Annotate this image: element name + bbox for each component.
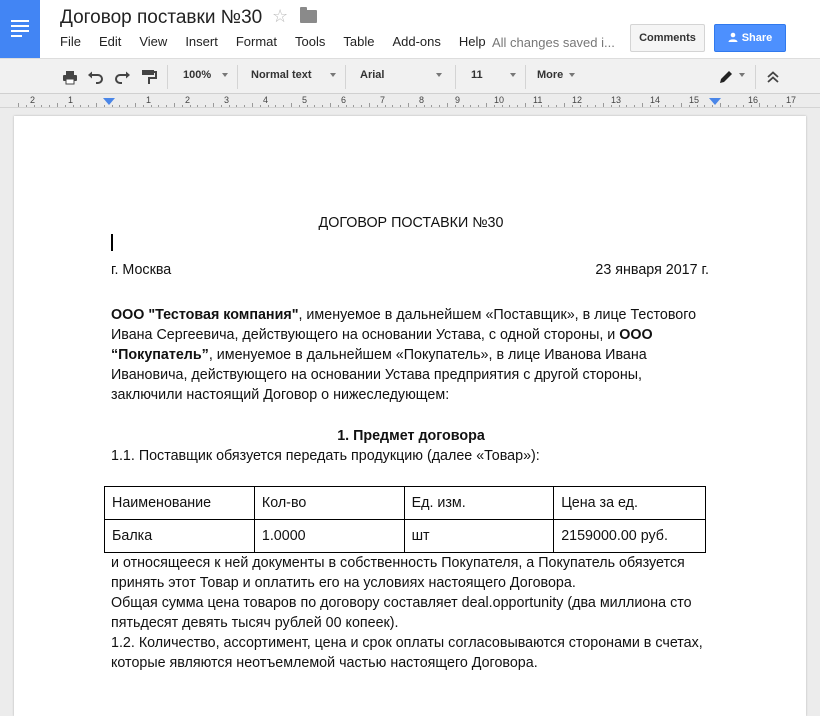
person-icon [728,32,738,42]
document-title[interactable]: Договор поставки №30 [60,7,263,28]
ruler-tick [314,105,315,107]
ruler-tick [369,103,370,107]
ruler-tick [80,105,81,107]
ruler-tick [57,103,58,107]
ruler-number: 5 [302,95,308,105]
table-header-row [105,487,706,520]
menu-tools[interactable]: Tools [295,34,326,49]
ruler-tick [158,105,159,107]
ruler-tick [307,105,308,107]
ruler-tick [127,105,128,107]
ruler-tick [330,103,331,107]
ruler-tick [782,105,783,107]
ruler-tick [18,103,19,107]
ruler-tick [658,105,659,107]
ruler-tick [322,105,323,107]
ruler-tick [431,105,432,107]
supplier-name: ООО "Тестовая компания" [111,307,299,323]
table-cell: 2159000.00 руб. [554,520,706,553]
ruler-tick [634,105,635,107]
ruler-tick [704,105,705,107]
table-header-cell: Цена за ед. [554,487,706,520]
ruler-tick [205,105,206,107]
ruler-tick [338,105,339,107]
text-after-table [111,553,711,673]
ruler-tick [104,105,105,107]
ruler [0,94,820,108]
ruler-number: 12 [572,95,583,105]
ruler-tick [385,105,386,107]
ruler-tick [712,105,713,107]
pencil-icon[interactable] [717,68,735,86]
undo-icon[interactable] [87,68,105,86]
ruler-number: 10 [494,95,505,105]
ruler-tick [517,105,518,107]
more-dropdown-icon[interactable] [569,73,575,77]
ruler-tick [611,105,612,107]
ruler-tick [221,105,222,107]
ruler-tick [182,105,183,107]
menu-file[interactable]: File [60,34,81,49]
clause-1-2: 1.2. Количество, ассортимент, цена и срок оплаты согласовываются сторонами в счетах, которые являются неотъемлемой частью настоящего Договора. [111,635,703,671]
transfer-paragraph: и относящееся к ней документы в собственность Покупателя, а Покупатель обязуется принять этот Товар и оплатить его на условиях настоящего Договора. [111,555,685,591]
ruler-tick [400,105,401,107]
ruler-number: 1 [68,95,74,105]
ruler-number: 3 [224,95,230,105]
ruler-tick [346,105,347,107]
ruler-tick [135,103,136,107]
ruler-tick [260,105,261,107]
document-date: 23 января 2017 г. [595,262,709,278]
ruler-number: 6 [341,95,347,105]
ruler-tick [736,105,737,107]
ruler-tick [229,105,230,107]
section-heading: 1. Предмет договора [337,428,485,444]
share-label: Share [741,32,773,44]
ruler-tick [673,105,674,107]
ruler-tick [580,105,581,107]
ruler-tick [151,105,152,107]
ruler-tick [447,103,448,107]
ruler-tick [494,105,495,107]
ruler-tick [502,105,503,107]
ruler-tick [767,105,768,107]
ruler-tick [119,105,120,107]
ruler-tick [143,105,144,107]
menu-addons[interactable]: Add-ons [392,34,441,49]
ruler-tick [720,103,721,107]
table-header-cell: Наименование [105,487,255,520]
ruler-tick [455,105,456,107]
ruler-number: 11 [533,95,543,105]
ruler-tick [626,105,627,107]
font-size-dropdown-icon[interactable] [510,73,516,77]
ruler-number: 17 [786,95,797,105]
ruler-tick [283,105,284,107]
share-button[interactable] [714,24,786,52]
table-cell: Балка [105,520,255,553]
ruler-tick [509,105,510,107]
menu-bar [60,34,504,49]
menu-insert[interactable]: Insert [185,34,218,49]
editing-mode-dropdown-icon[interactable] [739,73,745,77]
ruler-tick [681,103,682,107]
ruler-tick [564,103,565,107]
ruler-number: 7 [380,95,386,105]
ruler-tick [595,105,596,107]
ruler-tick [34,105,35,107]
ruler-tick [190,105,191,107]
font-size-select[interactable]: 11 [471,69,483,81]
text-cursor [111,234,113,251]
ruler-tick [268,105,269,107]
ruler-tick [213,103,214,107]
ruler-tick [689,105,690,107]
toolbar-separator [345,65,346,89]
ruler-tick [252,103,253,107]
ruler-tick [291,103,292,107]
ruler-tick [424,105,425,107]
ruler-tick [26,105,27,107]
print-icon[interactable] [61,68,79,86]
font-dropdown-icon[interactable] [436,73,442,77]
ruler-tick [603,103,604,107]
toolbar-separator [237,65,238,89]
ruler-tick [790,105,791,107]
ruler-tick [166,105,167,107]
ruler-tick [174,103,175,107]
menu-format[interactable]: Format [235,34,277,49]
ruler-tick [244,105,245,107]
star-icon[interactable]: ☆ [272,6,289,26]
ruler-number: 1 [146,95,152,105]
buyer-name: ООО “Покупатель” [111,327,653,363]
table-cell: 1.0000 [254,520,404,553]
zoom-dropdown-icon[interactable] [222,73,228,77]
ruler-tick [743,105,744,107]
ruler-tick [751,105,752,107]
ruler-tick [361,105,362,107]
goods-table[interactable] [104,486,706,553]
ruler-number: 9 [455,95,461,105]
document-city: г. Москва [111,262,172,278]
ruler-tick [49,105,50,107]
ruler-tick [665,105,666,107]
font-select[interactable]: Arial [360,69,385,81]
ruler-number: 15 [689,95,700,105]
ruler-number: 2 [30,95,36,105]
menu-table[interactable]: Table [343,34,375,49]
ruler-tick [486,103,487,107]
ruler-number: 4 [263,95,269,105]
ruler-tick [728,105,729,107]
ruler-tick [439,105,440,107]
table-row [105,520,706,553]
preamble-text-2: , именуемое в дальнейшем «Покупатель», в лице Иванова Ивана Ивановича, действующего на основании Устава предприятия с другой стороны, заключили настоящий Договор о нижеследующем: [111,347,647,403]
ruler-number: 13 [611,95,622,105]
ruler-tick [65,105,66,107]
ruler-tick [697,105,698,107]
app-header [0,0,820,58]
table-header-cell: Кол-во [254,487,404,520]
table-cell: шт [404,520,554,553]
left-indent-marker-icon[interactable] [103,98,115,106]
ruler-tick [197,105,198,107]
menu-edit[interactable]: Edit [98,34,122,49]
table-header-cell: Ед. изм. [404,487,554,520]
ruler-number: 14 [650,95,661,105]
toolbar [0,58,820,94]
folder-icon[interactable] [300,10,317,23]
toolbar-separator [455,65,456,89]
toolbar-separator [755,65,756,89]
menu-view[interactable]: View [139,34,168,49]
toolbar-separator [525,65,526,89]
ruler-tick [463,105,464,107]
ruler-tick [478,105,479,107]
ruler-tick [88,105,89,107]
ruler-tick [73,105,74,107]
style-select[interactable]: Normal text [251,69,312,81]
ruler-tick [759,103,760,107]
ruler-tick [533,105,534,107]
menu-help[interactable]: Help [458,34,486,49]
ruler-tick [408,103,409,107]
ruler-number: 8 [419,95,425,105]
style-dropdown-icon[interactable] [330,73,336,77]
ruler-tick [572,105,573,107]
ruler-tick [619,105,620,107]
docs-home-icon[interactable] [0,0,40,58]
ruler-tick [353,105,354,107]
ruler-tick [650,105,651,107]
document-heading: ДОГОВОР ПОСТАВКИ №30 [318,215,504,231]
ruler-tick [525,103,526,107]
more-button[interactable]: More [537,69,564,81]
collapse-icon[interactable] [764,68,782,86]
zoom-select[interactable]: 100% [183,69,212,81]
preamble-text-1: , именуемое в дальнейшем «Поставщик», в лице Тестового Ивана Сергеевича, действующего на основании Устава, с одной стороны, и [111,307,697,343]
ruler-tick [377,105,378,107]
total-paragraph: Общая сумма цена товаров по договору составляет deal.opportunity (два миллиона сто пятьдесят девять тысяч рублей 00 копеек). [111,595,692,631]
toolbar-separator [167,65,168,89]
ruler-tick [112,105,113,107]
preamble-paragraph [111,305,711,405]
ruler-tick [236,105,237,107]
ruler-number: 2 [185,95,191,105]
document-page[interactable] [14,116,806,716]
ruler-tick [556,105,557,107]
ruler-tick [392,105,393,107]
ruler-tick [299,105,300,107]
ruler-tick [470,105,471,107]
ruler-tick [96,103,97,107]
ruler-tick [541,105,542,107]
ruler-tick [642,103,643,107]
redo-icon[interactable] [113,68,131,86]
ruler-tick [275,105,276,107]
ruler-tick [775,105,776,107]
ruler-tick [416,105,417,107]
ruler-tick [587,105,588,107]
save-status[interactable]: All changes saved i... [492,35,615,50]
comments-button[interactable]: Comments [630,24,705,52]
ruler-number: 16 [748,95,759,105]
ruler-tick [548,105,549,107]
clause-1-1: 1.1. Поставщик обязуется передать продукцию (далее «Товар»): [111,448,540,464]
paint-format-icon[interactable] [140,68,158,86]
ruler-tick [41,105,42,107]
